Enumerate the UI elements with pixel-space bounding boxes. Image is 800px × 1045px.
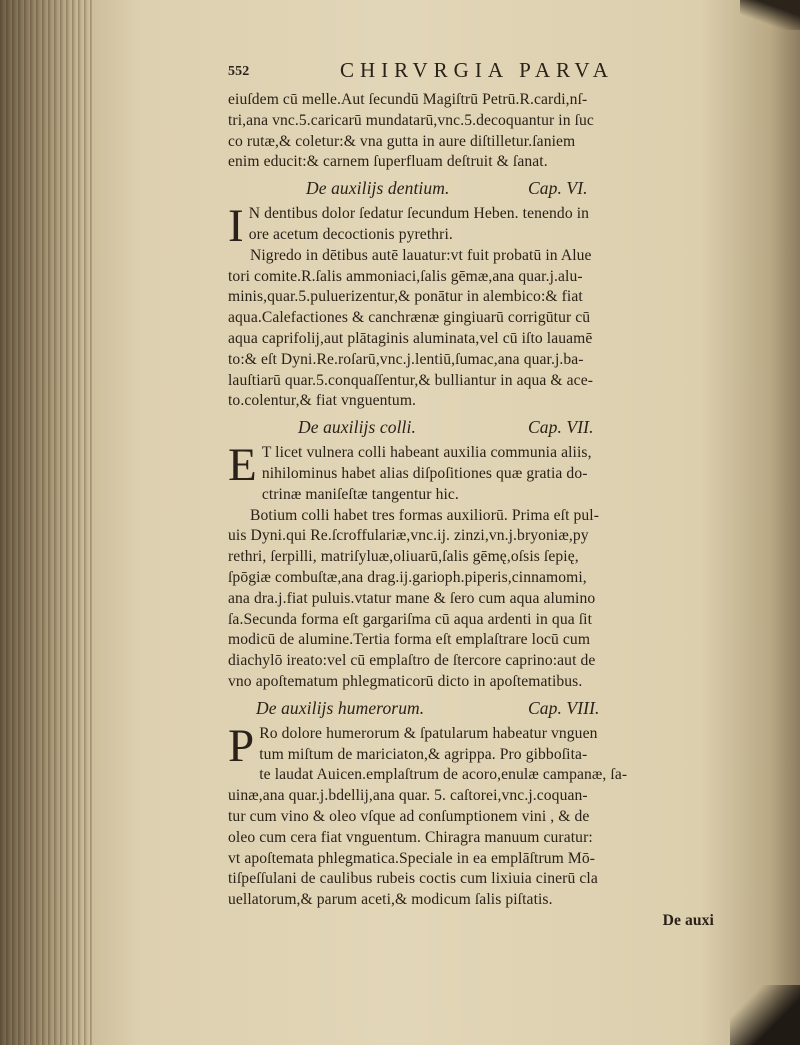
text-line: Botium colli habet tres formas auxiliorū. Prima eſt pul-: [250, 506, 600, 524]
opening-paragraph: [228, 90, 738, 173]
text-line: N dentibus dolor ſedatur ſecundum Heben. tenendo in: [248, 205, 590, 223]
running-title: CHIRVRGIA PARVA: [340, 58, 614, 82]
text-line: tiſpeſſulani de caulibus rubeis coctis cum lixiuia cinerū cla: [228, 870, 598, 888]
text-line: uis Dyni.qui Re.ſcroffulariæ,vnc.ij. zinzi,vn.j.bryoniæ,py: [228, 527, 589, 545]
chapter-title: De auxilijs humerorum.: [256, 697, 425, 718]
chapter-paragraph: [228, 765, 738, 911]
text-line: ctrinæ maniſeſtæ tangentur hic.: [261, 485, 459, 503]
text-line: vt apoſtemata phlegmatica.Speciale in ea emplāſtrum Mō-: [228, 849, 596, 867]
text-line: aqua caprifolij,aut plātaginis aluminata,vel cū iſto lauamē: [228, 329, 593, 347]
text-line: co rutæ,& coletur:& vna gutta in aure diſtilletur.ſaniem: [228, 132, 576, 150]
text-line: nihilominus habet alias diſpoſitiones quæ gratia do-: [261, 464, 588, 482]
chapter-title: De auxilijs dentium.: [306, 178, 450, 199]
text-line: uellatorum,& parum aceti,& modicum ſalis piſtatis.: [228, 891, 553, 909]
text-line: aqua.Calefactiones & canchrænæ gingiuarū corrigūtur cū: [228, 309, 591, 327]
chapter-paragraph: [228, 719, 738, 772]
text-line: uinæ,ana quar.j.bdellij,ana quar. 5. caſtorei,vnc.j.coquan-: [228, 787, 588, 805]
chapter-title: De auxilijs colli.: [298, 417, 416, 438]
text-line: te laudat Auicen.emplaſtrum de acoro,enulæ campanæ, ſa-: [259, 766, 628, 784]
text-line: to:& eſt Dyni.Re.roſarū,vnc.j.lentiū,ſumac,ana quar.j.ba-: [228, 350, 584, 368]
text-line: minis,quar.5.puluerizentur,& ponātur in alembico:& fiat: [228, 288, 583, 306]
drop-cap: E: [228, 439, 257, 492]
shadow-corner: [730, 985, 800, 1045]
text-line: Nigredo in dētibus autē lauatur:vt fuit probatū in Alue: [250, 246, 592, 264]
chapter-heading: [228, 178, 738, 200]
text-line: ana dra.j.fiat puluis.vtatur mane & ſero cum aqua alumino: [228, 589, 596, 607]
page-text: [228, 60, 738, 932]
text-line: lauſtiarū quar.5.conquaſſentur,& bulliantur in aqua & ace-: [228, 371, 594, 389]
text-line: diachylō ireato:vel cū emplaſtro de ſtercore caprino:aut de: [228, 652, 596, 670]
text-line: enim educit:& carnem ſuperfluam deſtruit & ſanat.: [228, 153, 548, 171]
text-line: tori comite.R.ſalis ammoniaci,ſalis gēmæ,ana quar.j.alu-: [228, 267, 583, 285]
text-line: eiuſdem cū melle.Aut ſecundū Magiſtrū Petrū.R.cardi,nſ-: [228, 91, 588, 108]
text-line: oleo cum cera fiat vnguentum. Chiragra manuum curatur:: [228, 828, 593, 846]
text-line: modicū de alumine.Tertia forma eſt emplaſtrare locū cum: [228, 631, 591, 649]
text-line: ore acetum decoctionis pyrethri.: [248, 225, 453, 243]
drop-cap: P: [228, 719, 255, 772]
chapter-number: Cap. VIII.: [528, 697, 600, 718]
page-number: 552: [228, 64, 250, 79]
chapter-paragraph: [228, 485, 738, 693]
chapter-paragraph: [228, 439, 738, 492]
catchword: De auxi: [662, 911, 714, 929]
text-line: ſa.Secunda forma eſt gargariſma cū aqua ardenti in qua ſit: [228, 610, 593, 628]
chapter-number: Cap. VI.: [528, 178, 588, 199]
page-gutter: [0, 0, 92, 1045]
chapter-heading: [228, 417, 738, 439]
chapter-heading: [228, 698, 738, 720]
text-line: ſpōgiæ combuſtæ,ana drag.ij.garioph.piperis,cinnamomi,: [228, 568, 587, 586]
drop-cap: I: [228, 200, 244, 253]
text-line: tum miſtum de mariciaton,& agrippa. Pro gibboſita-: [259, 745, 588, 763]
text-line: tur cum vino & oleo vſque ad conſumptionem vini , & de: [228, 807, 590, 825]
text-line: rethri, ſerpilli, matriſyluæ,oliuarū,ſalis gēmę,oſsis ſepię,: [228, 548, 579, 566]
text-line: T licet vulnera colli habeant auxilia communia aliis,: [261, 444, 592, 462]
shadow-corner: [740, 0, 800, 30]
text-line: Ro dolore humerorum & ſpatularum habeatur vnguen: [259, 724, 598, 742]
chapter-paragraph: [228, 200, 738, 253]
running-head: [228, 60, 738, 90]
chapter-number: Cap. VII.: [528, 417, 594, 438]
text-line: to.colentur,& fiat vnguentum.: [228, 392, 417, 410]
text-line: tri,ana vnc.5.caricarū mundatarū,vnc.5.decoquantur in ſuc: [228, 111, 594, 129]
chapter-paragraph: [228, 246, 738, 412]
text-line: vno apoſtematum phlegmaticorū dicto in apoſtematibus.: [228, 672, 583, 690]
